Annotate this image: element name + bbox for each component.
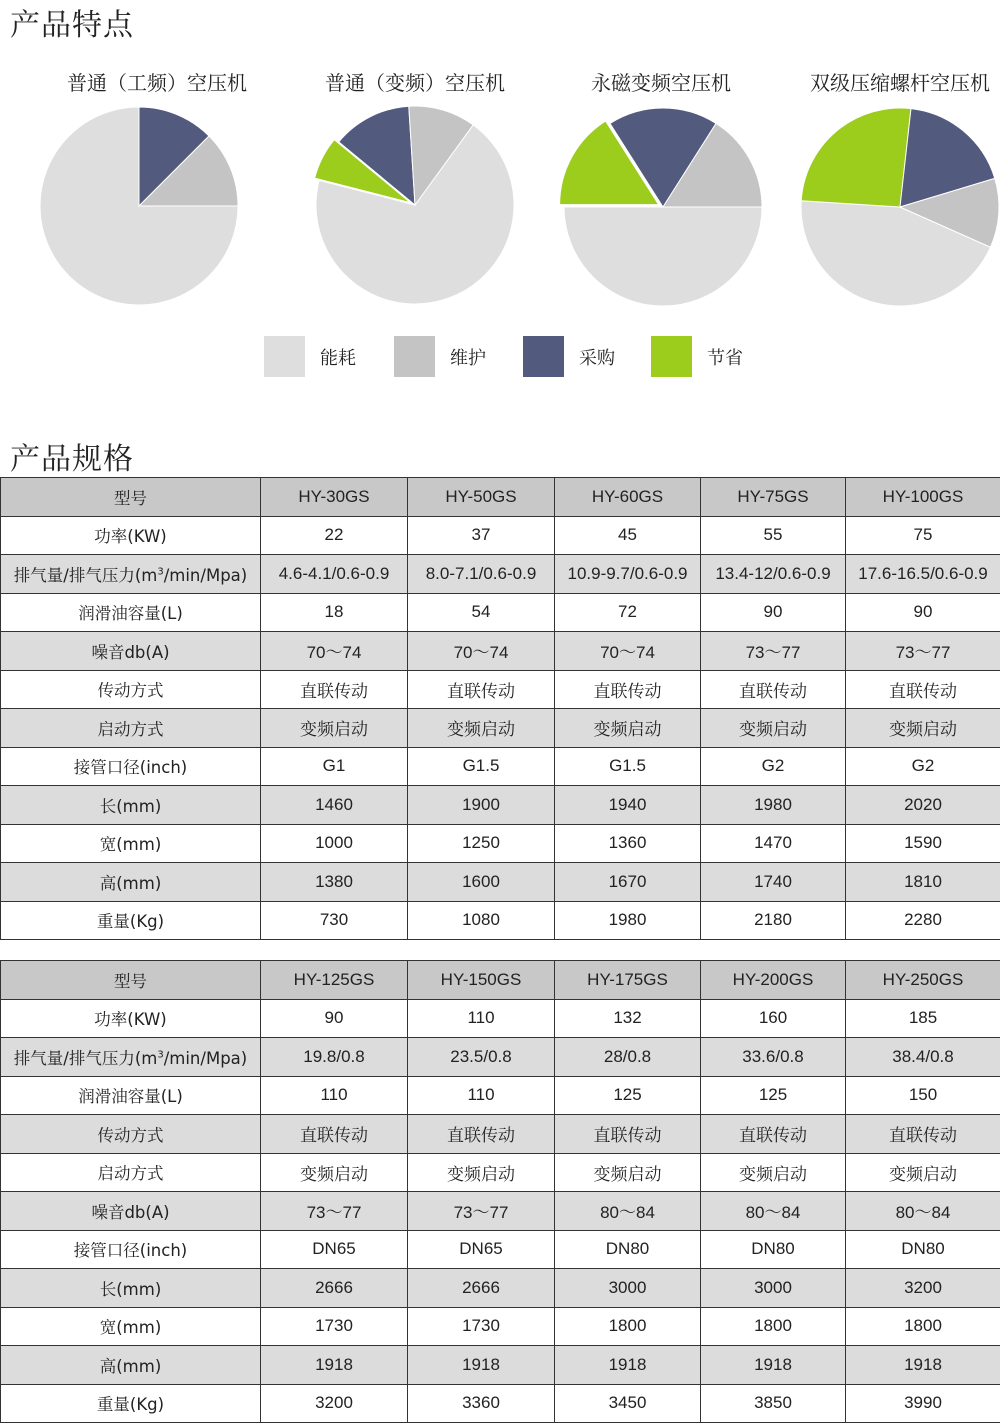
table-cell: HY-60GS: [555, 478, 701, 517]
features-title: 产品特点: [10, 8, 134, 43]
row-label: 重量(Kg): [1, 901, 261, 940]
table-cell: DN80: [555, 1230, 701, 1269]
table-cell: 直联传动: [555, 1115, 701, 1154]
table-cell: 45: [555, 516, 701, 555]
table-cell: 直联传动: [701, 1115, 846, 1154]
table-cell: 直联传动: [408, 1115, 555, 1154]
table-cell: HY-75GS: [701, 478, 846, 517]
legend-label-maintenance: 维护: [450, 348, 486, 369]
table-row: [1, 555, 1000, 594]
table-cell: DN65: [261, 1230, 408, 1269]
legend-label-savings: 节省: [707, 348, 743, 369]
legend-label-energy: 能耗: [320, 348, 356, 369]
table-cell: 18: [261, 593, 408, 632]
table-row: [1, 1230, 1000, 1269]
table-cell: 1918: [261, 1346, 408, 1385]
table-row: [1, 632, 1000, 671]
row-label: 功率(KW): [1, 999, 261, 1038]
table-cell: 变频启动: [555, 709, 701, 748]
table-cell: 2180: [701, 901, 846, 940]
table-row: [1, 516, 1000, 555]
table-cell: 4.6-4.1/0.6-0.9: [261, 555, 408, 594]
table-cell: 变频启动: [846, 1153, 1000, 1192]
table-cell: HY-100GS: [846, 478, 1000, 517]
table-cell: 3000: [701, 1269, 846, 1308]
table-row: [1, 478, 1000, 517]
table-cell: 3000: [555, 1269, 701, 1308]
spec-table-1: [0, 477, 1000, 940]
table-cell: 80～84: [846, 1192, 1000, 1231]
table-cell: 150: [846, 1076, 1000, 1115]
legend-swatch-savings: [651, 336, 692, 377]
table-cell: 直联传动: [261, 1115, 408, 1154]
table-row: [1, 593, 1000, 632]
row-label: 型号: [1, 961, 261, 1000]
table-cell: 1670: [555, 863, 701, 902]
table-cell: 70～74: [555, 632, 701, 671]
table-cell: 730: [261, 901, 408, 940]
table-cell: 37: [408, 516, 555, 555]
table-cell: 1800: [846, 1307, 1000, 1346]
table-cell: 变频启动: [555, 1153, 701, 1192]
table-cell: HY-30GS: [261, 478, 408, 517]
table-cell: 1590: [846, 824, 1000, 863]
pie-chart: [32, 66, 282, 316]
table-row: [1, 747, 1000, 786]
row-label: 润滑油容量(L): [1, 593, 261, 632]
table-cell: 23.5/0.8: [408, 1038, 555, 1077]
table-cell: 变频启动: [261, 1153, 408, 1192]
table-row: [1, 999, 1000, 1038]
table-cell: 185: [846, 999, 1000, 1038]
table-cell: 1740: [701, 863, 846, 902]
table-row: [1, 1269, 1000, 1308]
table-cell: 1980: [555, 901, 701, 940]
table-row: [1, 1076, 1000, 1115]
pie-chart: [775, 66, 1000, 316]
table-cell: 1980: [701, 786, 846, 825]
spec-table-2: [0, 960, 1000, 1423]
table-cell: 110: [408, 999, 555, 1038]
table-cell: 1730: [261, 1307, 408, 1346]
table-cell: 70～74: [408, 632, 555, 671]
table-cell: HY-175GS: [555, 961, 701, 1000]
row-label: 排气量/排气压力$(m^3/\min/Mpa)$: [1, 1038, 261, 1077]
pie-graphic: [290, 106, 540, 316]
table-cell: 2280: [846, 901, 1000, 940]
table-row: [1, 901, 1000, 940]
table-cell: 1600: [408, 863, 555, 902]
table-cell: 80～84: [701, 1192, 846, 1231]
row-label: 高(mm): [1, 863, 261, 902]
table-row: [1, 1346, 1000, 1385]
row-label: 功率(KW): [1, 516, 261, 555]
table-cell: 1918: [408, 1346, 555, 1385]
table-row: [1, 1038, 1000, 1077]
pie-title: 普通（工频）空压机: [67, 71, 247, 95]
table-cell: 160: [701, 999, 846, 1038]
table-cell: HY-125GS: [261, 961, 408, 1000]
table-cell: 3850: [701, 1384, 846, 1423]
table-row: [1, 961, 1000, 1000]
table-row: [1, 709, 1000, 748]
table-cell: G1.5: [408, 747, 555, 786]
table-cell: 73～77: [846, 632, 1000, 671]
row-label: 噪音db(A): [1, 1192, 261, 1231]
table-cell: 22: [261, 516, 408, 555]
table-cell: 1918: [846, 1346, 1000, 1385]
table-cell: HY-50GS: [408, 478, 555, 517]
table-cell: 125: [555, 1076, 701, 1115]
legend-swatch-purchase: [523, 336, 564, 377]
pie-title: 双级压缩螺杆空压机: [810, 71, 990, 95]
table-cell: DN80: [701, 1230, 846, 1269]
table-cell: 3450: [555, 1384, 701, 1423]
table-cell: 1810: [846, 863, 1000, 902]
table-cell: DN80: [846, 1230, 1000, 1269]
table-row: [1, 1192, 1000, 1231]
table-row: [1, 824, 1000, 863]
table-row: [1, 1307, 1000, 1346]
pie-graphic: [32, 106, 282, 316]
pie-slice: [801, 108, 911, 207]
row-label: 宽(mm): [1, 824, 261, 863]
row-label: 重量(Kg): [1, 1384, 261, 1423]
table-cell: 1800: [701, 1307, 846, 1346]
table-cell: 2666: [408, 1269, 555, 1308]
table-cell: 1250: [408, 824, 555, 863]
table-cell: 90: [846, 593, 1000, 632]
table-cell: 110: [261, 1076, 408, 1115]
table-cell: 1000: [261, 824, 408, 863]
table-cell: 110: [408, 1076, 555, 1115]
table-cell: HY-150GS: [408, 961, 555, 1000]
table-cell: 90: [701, 593, 846, 632]
table-cell: 54: [408, 593, 555, 632]
row-label: 润滑油容量(L): [1, 1076, 261, 1115]
table-cell: HY-200GS: [701, 961, 846, 1000]
table-cell: 直联传动: [555, 670, 701, 709]
table-cell: 33.6/0.8: [701, 1038, 846, 1077]
table-cell: 变频启动: [846, 709, 1000, 748]
table-cell: 变频启动: [261, 709, 408, 748]
table-cell: 直联传动: [846, 670, 1000, 709]
table-row: [1, 670, 1000, 709]
table-cell: 3200: [261, 1384, 408, 1423]
table-cell: 1918: [701, 1346, 846, 1385]
table-cell: 变频启动: [408, 1153, 555, 1192]
table-cell: 38.4/0.8: [846, 1038, 1000, 1077]
table-cell: 直联传动: [261, 670, 408, 709]
row-label: 型号: [1, 478, 261, 517]
table-cell: 3360: [408, 1384, 555, 1423]
table-cell: 75: [846, 516, 1000, 555]
table-cell: DN65: [408, 1230, 555, 1269]
row-label: 启动方式: [1, 709, 261, 748]
table-cell: G1: [261, 747, 408, 786]
row-label: 接管口径(inch): [1, 1230, 261, 1269]
pie-title: 永磁变频空压机: [591, 71, 731, 95]
legend-swatch-maintenance: [394, 336, 435, 377]
table-cell: 1460: [261, 786, 408, 825]
table-cell: 125: [701, 1076, 846, 1115]
row-label: 高(mm): [1, 1346, 261, 1385]
specs-title: 产品规格: [10, 442, 134, 477]
table-cell: G1.5: [555, 747, 701, 786]
table-cell: 13.4-12/0.6-0.9: [701, 555, 846, 594]
row-label: 长(mm): [1, 786, 261, 825]
table-cell: 1360: [555, 824, 701, 863]
pie-legend: [264, 336, 784, 378]
pie-graphic: [775, 106, 1000, 316]
table-row: [1, 1153, 1000, 1192]
table-cell: 变频启动: [701, 709, 846, 748]
table-cell: 1470: [701, 824, 846, 863]
pie-chart: [290, 66, 540, 316]
table-cell: 80～84: [555, 1192, 701, 1231]
table-cell: 变频启动: [408, 709, 555, 748]
row-label: 宽(mm): [1, 1307, 261, 1346]
table-cell: 2020: [846, 786, 1000, 825]
row-label: 接管口径(inch): [1, 747, 261, 786]
table-cell: 2666: [261, 1269, 408, 1308]
table-cell: 1380: [261, 863, 408, 902]
table-row: [1, 786, 1000, 825]
table-cell: 1800: [555, 1307, 701, 1346]
table-cell: 1730: [408, 1307, 555, 1346]
table-cell: 1080: [408, 901, 555, 940]
table-row: [1, 1115, 1000, 1154]
table-cell: 132: [555, 999, 701, 1038]
table-cell: 10.9-9.7/0.6-0.9: [555, 555, 701, 594]
table-cell: 变频启动: [701, 1153, 846, 1192]
table-cell: 55: [701, 516, 846, 555]
row-label: 长(mm): [1, 1269, 261, 1308]
table-row: [1, 863, 1000, 902]
table-cell: 1918: [555, 1346, 701, 1385]
row-label: 噪音db(A): [1, 632, 261, 671]
row-label: 传动方式: [1, 1115, 261, 1154]
table-cell: G2: [846, 747, 1000, 786]
table-cell: 90: [261, 999, 408, 1038]
pie-slice: [564, 207, 762, 306]
table-cell: 1900: [408, 786, 555, 825]
table-row: [1, 1384, 1000, 1423]
table-cell: HY-250GS: [846, 961, 1000, 1000]
table-cell: 70～74: [261, 632, 408, 671]
pie-chart: [536, 66, 786, 316]
pie-graphic: [536, 106, 786, 316]
legend-label-purchase: 采购: [579, 348, 615, 369]
row-label: 排气量/排气压力$(m^3/\min/Mpa)$: [1, 555, 261, 594]
table-cell: 19.8/0.8: [261, 1038, 408, 1077]
table-cell: G2: [701, 747, 846, 786]
table-cell: 直联传动: [846, 1115, 1000, 1154]
table-cell: 直联传动: [408, 670, 555, 709]
table-cell: 72: [555, 593, 701, 632]
table-cell: 28/0.8: [555, 1038, 701, 1077]
table-cell: 1940: [555, 786, 701, 825]
table-cell: 8.0-7.1/0.6-0.9: [408, 555, 555, 594]
pie-title: 普通（变频）空压机: [325, 71, 505, 95]
row-label: 启动方式: [1, 1153, 261, 1192]
table-cell: 3200: [846, 1269, 1000, 1308]
row-label: 传动方式: [1, 670, 261, 709]
table-cell: 73～77: [701, 632, 846, 671]
table-cell: 17.6-16.5/0.6-0.9: [846, 555, 1000, 594]
table-cell: 3990: [846, 1384, 1000, 1423]
table-cell: 73～77: [408, 1192, 555, 1231]
table-cell: 73～77: [261, 1192, 408, 1231]
legend-swatch-energy: [264, 336, 305, 377]
table-cell: 直联传动: [701, 670, 846, 709]
